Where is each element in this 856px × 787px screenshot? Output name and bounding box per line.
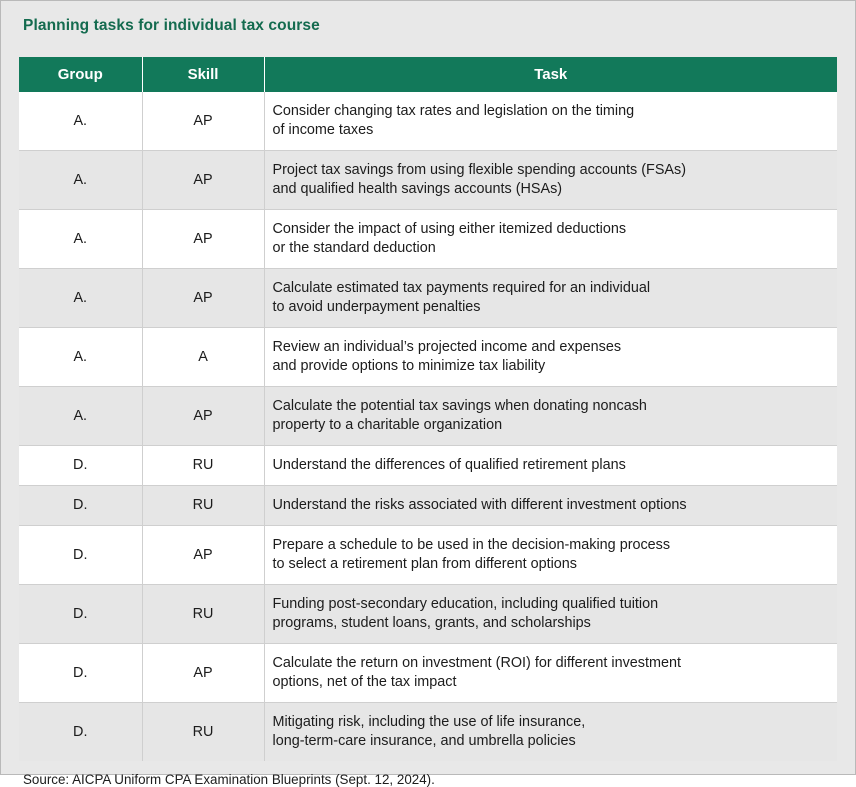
cell-group: D. [19,446,142,486]
cell-task [264,328,837,387]
figure-title: Planning tasks for individual tax course [23,17,320,34]
cell-task [264,526,837,585]
cell-skill: RU [142,446,264,486]
task-line: and provide options to minimize tax liability [272,358,546,375]
table-row [19,486,837,526]
table-row [19,585,837,644]
table-row [19,387,837,446]
task-line: Funding post-secondary education, including qualified tuition [272,596,659,613]
cell-skill: RU [142,585,264,644]
task-line: Understand the differences of qualified retirement plans [272,457,626,474]
cell-task [264,387,837,446]
table-row [19,151,837,210]
table-body [19,92,837,761]
cell-group: A. [19,151,142,210]
cell-group: A. [19,92,142,151]
task-line: or the standard deduction [272,240,436,257]
cell-skill: AP [142,387,264,446]
cell-skill: AP [142,644,264,703]
column-header-group: Group [19,57,142,92]
table-row [19,269,837,328]
task-line: Understand the risks associated with different investment options [272,497,687,514]
column-header-skill: Skill [142,57,264,92]
task-line: Prepare a schedule to be used in the decision-making process [272,537,671,554]
table-row [19,526,837,585]
task-line: Mitigating risk, including the use of life insurance, [272,714,586,731]
task-line: to select a retirement plan from different options [272,556,577,573]
cell-group: D. [19,644,142,703]
cell-task [264,151,837,210]
cell-group: D. [19,585,142,644]
cell-task [264,210,837,269]
cell-group: A. [19,328,142,387]
task-line: to avoid underpayment penalties [272,299,481,316]
task-line: options, net of the tax impact [272,674,457,691]
cell-skill: AP [142,92,264,151]
cell-group: D. [19,486,142,526]
task-line: Consider the impact of using either itemized deductions [272,221,627,238]
cell-skill: A [142,328,264,387]
cell-group: A. [19,387,142,446]
cell-task [264,269,837,328]
column-header-task: Task [264,57,837,92]
cell-task [264,585,837,644]
table-row [19,644,837,703]
task-line: Calculate the return on investment (ROI) for different investment [272,655,681,672]
cell-task [264,92,837,151]
task-line: Review an individual’s projected income and expenses [272,339,622,356]
cell-skill: AP [142,210,264,269]
cell-task [264,644,837,703]
cell-group: A. [19,210,142,269]
cell-group: D. [19,526,142,585]
cell-group: A. [19,269,142,328]
table-row [19,210,837,269]
cell-skill: RU [142,703,264,762]
task-line: Calculate estimated tax payments required for an individual [272,280,651,297]
planning-tasks-table [19,57,837,761]
task-line: programs, student loans, grants, and scholarships [272,615,591,632]
cell-skill: AP [142,151,264,210]
cell-skill: AP [142,526,264,585]
task-line: Consider changing tax rates and legislation on the timing [272,103,635,119]
task-line: property to a charitable organization [272,417,503,434]
cell-task [264,486,837,526]
table-row [19,703,837,762]
cell-skill: RU [142,486,264,526]
table-header [19,57,837,92]
task-line: long-term-care insurance, and umbrella policies [272,733,576,750]
table-header-row [19,57,837,92]
source-note: Source: AICPA Uniform CPA Examination Blueprints (Sept. 12, 2024). [23,772,435,787]
table-row [19,328,837,387]
task-line: Project tax savings from using flexible spending accounts (FSAs) [272,162,687,179]
table-row [19,92,837,151]
table-row [19,446,837,486]
task-line: and qualified health savings accounts (HSAs) [272,181,563,198]
task-line: of income taxes [272,122,374,139]
task-line: Calculate the potential tax savings when donating noncash [272,398,647,415]
cell-task [264,446,837,486]
cell-task [264,703,837,762]
cell-skill: AP [142,269,264,328]
cell-group: D. [19,703,142,762]
